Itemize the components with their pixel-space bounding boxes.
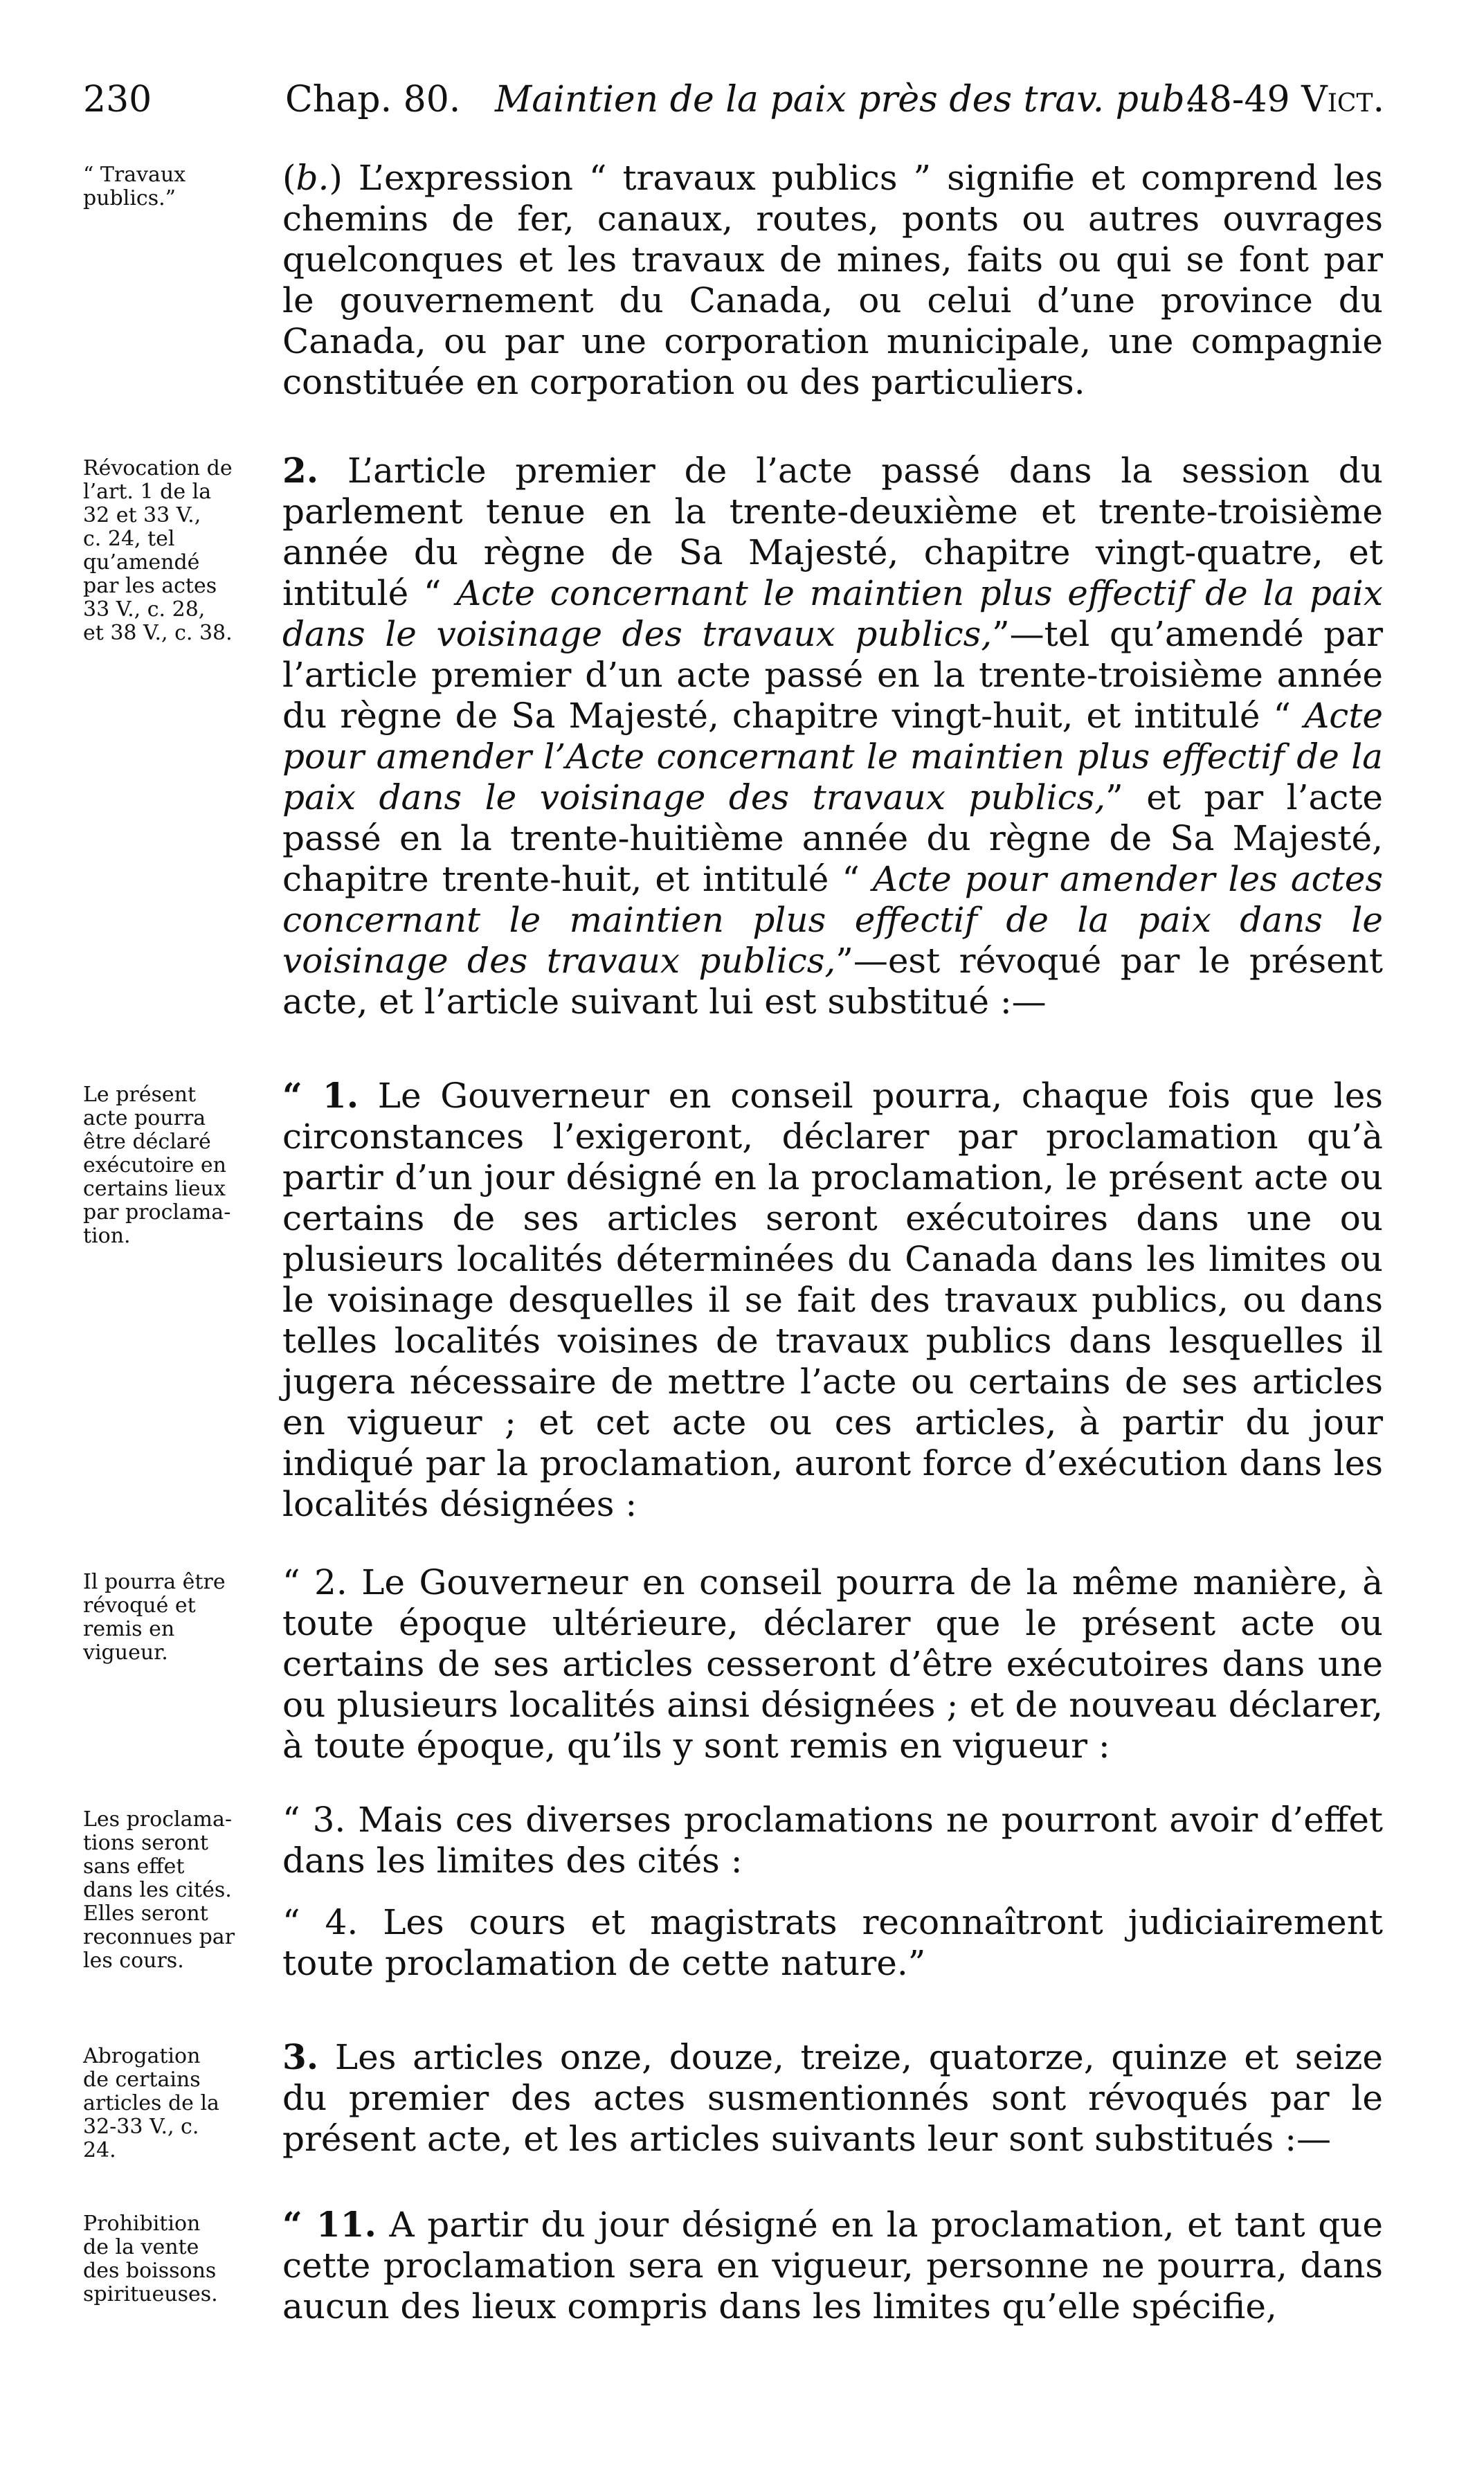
marginal-note-line: Abrogation — [83, 2044, 201, 2068]
marginal-note-line: et 38 V., c. 38. — [83, 621, 233, 645]
act-title: Acte pour amender les actes concernant le maintien plus effectif de la paix dans le voisinage des travaux publics, — [282, 859, 1383, 981]
act-title: b. — [296, 158, 329, 198]
text-run: ) L’expression “ travaux publics ” signifie et comprend les chemins de fer, canaux, routes, ponts ou autres ouvrages quelconques et les travaux de mines, faits ou qui se font par le gouvernement du Canada, ou celui d’une province du Canada, ou par une corporation municipale, une compagnie constituée en corporation ou des particuliers. — [282, 158, 1383, 402]
marginal-note-line: spiritueuses. — [83, 2282, 218, 2306]
marginal-note-line: 32 et 33 V., — [83, 503, 201, 527]
paragraph — [282, 450, 1383, 1022]
text-run: ( — [282, 158, 296, 198]
marginal-note — [83, 2045, 278, 2162]
marginal-note-line: de la vente — [83, 2235, 199, 2259]
section-text — [282, 2204, 1383, 2327]
text-run: “ 3. Mais ces diverses proclamations ne pourront avoir d’effet dans les limites des cités : — [282, 1800, 1383, 1881]
running-title: Maintien de la paix près des trav. pub. — [495, 79, 1197, 120]
marginal-note-line: Elles seront — [83, 1901, 208, 1926]
marginal-note-line: exécutoire en — [83, 1153, 226, 1177]
marginal-note-line: être déclaré — [83, 1130, 211, 1154]
marginal-note-line: 24. — [83, 2138, 116, 2162]
paragraph — [282, 1800, 1383, 1881]
marginal-note-line: articles de la — [83, 2091, 219, 2115]
text-run: “ 2. Le Gouverneur en conseil pourra de la même manière, à toute époque ultérieure, déclarer que le présent acte ou certains de ses articles cesseront d’être exécutoires dans une ou plusieurs localités ainsi désignées ; et de nouveau déclarer, à toute époque, qu’ils y sont remis en vigueur : — [282, 1562, 1383, 1766]
marginal-note-line: acte pourra — [83, 1106, 206, 1130]
regnal-year: 48-49 Vict. — [1186, 79, 1384, 120]
marginal-note-line: 33 V., c. 28, — [83, 597, 206, 622]
marginal-note-line: c. 24, tel — [83, 527, 175, 551]
section-text — [282, 2036, 1383, 2160]
marginal-note-line: Il pourra être — [83, 1570, 226, 1594]
marginal-note-line: sans effet — [83, 1854, 185, 1879]
paragraph — [282, 1562, 1383, 1766]
marginal-note — [83, 1083, 278, 1248]
text-run: ” et par l’acte passé en la trente-huitième année du règne de Sa Majesté, chapitre trente-huit, et intitulé “ — [282, 777, 1384, 899]
section-text — [282, 158, 1383, 403]
section-text — [282, 450, 1383, 1022]
marginal-note-line: “ Travaux — [83, 163, 186, 187]
marginal-note-line: Prohibition — [83, 2212, 201, 2236]
marginal-note-line: vigueur. — [83, 1641, 168, 1665]
marginal-note-line: des boissons — [83, 2259, 217, 2283]
text-run: L’article premier de l’acte passé dans la session du parlement tenue en la trente-deuxième et trente-troisième année du règne de Sa Majesté, chapitre vingt-quatre, et intitulé “ — [282, 451, 1383, 613]
page-number: 230 — [83, 79, 152, 120]
chapter-label: Chap. 80. — [285, 79, 461, 120]
paragraph — [282, 1902, 1383, 1984]
marginal-note-line: Révocation de — [83, 456, 233, 480]
marginal-note-line: remis en — [83, 1617, 175, 1641]
marginal-note-line: par proclama- — [83, 1200, 231, 1225]
marginal-note-line: certains lieux — [83, 1177, 226, 1201]
text-run: Les articles onze, douze, treize, quatorze, quinze et seize du premier des actes susmentionnés sont révoqués par le présent acte, et les articles suivants leur sont substitués :— — [282, 2037, 1383, 2159]
marginal-note — [83, 457, 278, 645]
marginal-note-line: dans les cités. — [83, 1878, 232, 1902]
act-title: Acte concernant le maintien plus effectif de la paix dans le voisinage des travaux publics, — [282, 573, 1383, 654]
section-text — [282, 1562, 1383, 1766]
marginal-note — [83, 2212, 278, 2306]
section-number: 3. — [282, 2036, 319, 2077]
act-title: Acte pour amender l’Acte concernant le maintien plus effectif de la paix dans le voisinage des travaux publics, — [282, 696, 1383, 817]
marginal-note-line: publics.” — [83, 186, 176, 210]
text-run: Le Gouverneur en conseil pourra, chaque fois que les circonstances l’exigeront, déclarer par proclamation qu’à partir d’un jour désigné en la proclamation, le présent acte ou certains de ses articles seront exécutoires dans une ou plusieurs localités déterminées du Canada dans les limites ou le voisinage desquelles il se fait des travaux publics, ou dans telles localités voisines de travaux publics dans lesquelles il jugera nécessaire de mettre l’acte ou certains de ses articles en vigueur ; et cet acte ou ces articles, à partir du jour indiqué par la proclamation, auront force d’exécution dans les localités désignées : — [282, 1076, 1383, 1524]
marginal-note — [83, 163, 278, 210]
section-number: “ 11. — [282, 2204, 377, 2245]
marginal-note-line: 32-33 V., c. — [83, 2115, 199, 2139]
paragraph — [282, 1075, 1383, 1525]
marginal-note-line: Le présent — [83, 1083, 197, 1107]
marginal-note-line: l’art. 1 de la — [83, 480, 212, 504]
marginal-note-line: tions seront — [83, 1831, 208, 1855]
text-run: ”—est révoqué par le présent acte, et l’article suivant lui est substitué :— — [282, 941, 1383, 1022]
paragraph — [282, 2204, 1383, 2327]
marginal-note-line: tion. — [83, 1224, 131, 1248]
section-text — [282, 1800, 1383, 1984]
text-run: ”—tel qu’amendé par l’article premier d’un acte passé en la trente-troisième année du règne de Sa Majesté, chapitre vingt-huit, et intitulé “ — [282, 614, 1383, 736]
marginal-note-line: qu’amendé — [83, 550, 200, 575]
marginal-note — [83, 1571, 278, 1665]
text-run: A partir du jour désigné en la proclamation, et tant que cette proclamation sera en vigueur, personne ne pourra, dans aucun des lieux compris dans les limites qu’elle spécifie, — [282, 2205, 1383, 2326]
marginal-note-line: Les proclama- — [83, 1807, 232, 1832]
section-number: “ 1. — [282, 1075, 359, 1116]
paragraph — [282, 158, 1383, 403]
paragraph — [282, 2036, 1383, 2160]
marginal-note-line: révoqué et — [83, 1593, 196, 1618]
marginal-note-line: reconnues par — [83, 1925, 235, 1949]
section-number: 2. — [282, 450, 319, 491]
marginal-note-line: de certains — [83, 2068, 201, 2092]
running-header — [83, 75, 1384, 125]
section-text — [282, 1075, 1383, 1525]
marginal-note-line: par les actes — [83, 574, 217, 598]
marginal-note — [83, 1808, 278, 1973]
marginal-note-line: les cours. — [83, 1949, 184, 1973]
text-run: “ 4. Les cours et magistrats reconnaîtront judiciairement toute proclamation de cette nature.” — [282, 1902, 1383, 1983]
